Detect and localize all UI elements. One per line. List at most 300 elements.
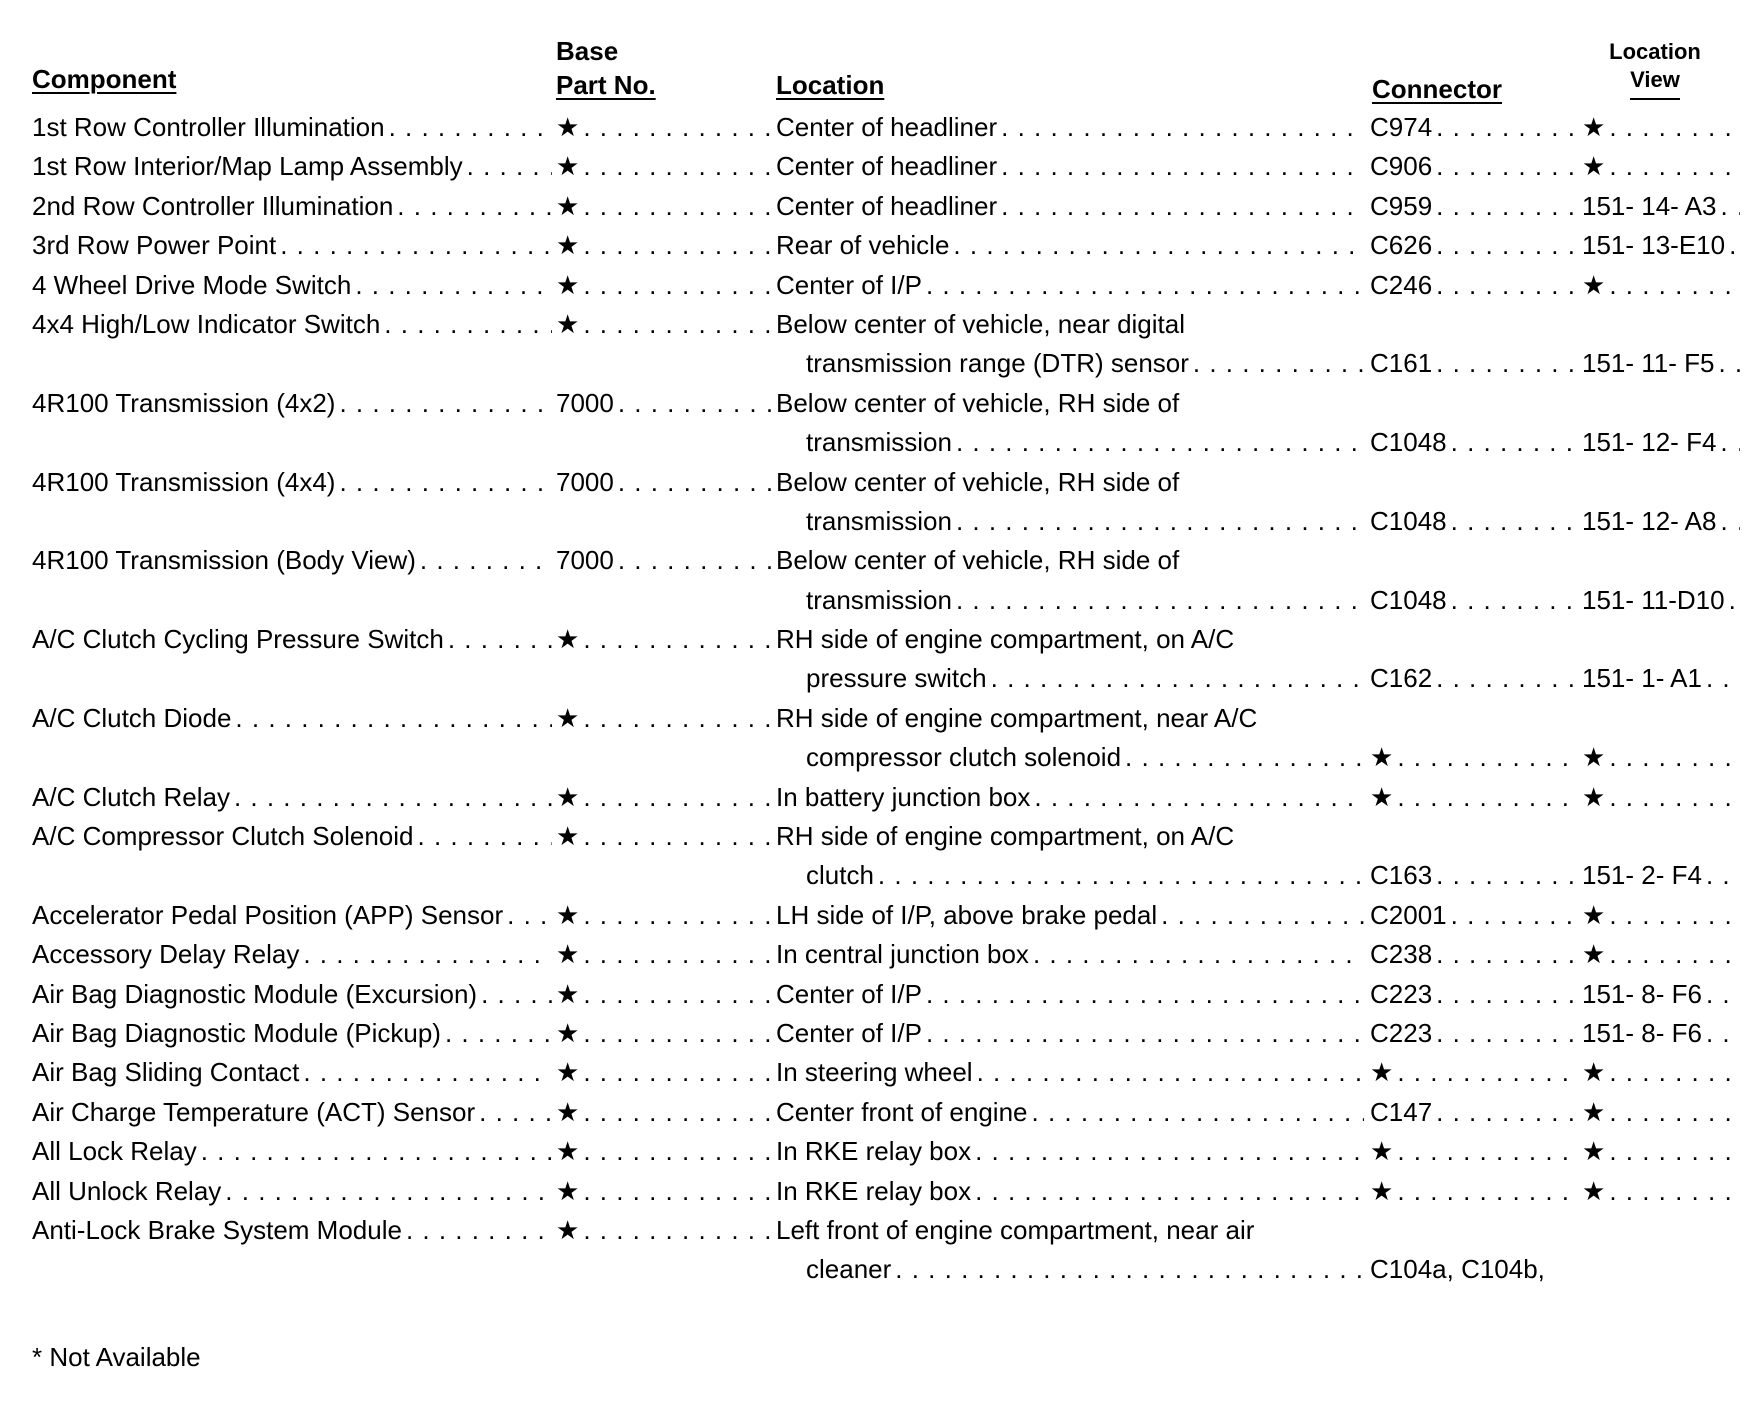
- base-part-number-cell: [556, 187, 776, 226]
- base-part-number-cell: [556, 108, 776, 147]
- base-part-number-cell: [556, 1014, 776, 1053]
- location-text-cell: [806, 502, 1368, 541]
- dot-leader: [303, 935, 552, 974]
- location-text: transmission: [806, 427, 952, 458]
- connector-id: C104a, C104b,: [1370, 1254, 1545, 1285]
- component-name: Air Bag Sliding Contact: [32, 1057, 300, 1088]
- location-text-cell: [776, 1014, 1368, 1053]
- location-text: In central junction box: [776, 939, 1029, 970]
- dot-leader: [1729, 581, 1740, 620]
- dot-leader: [1451, 423, 1576, 462]
- dot-leader: [507, 896, 552, 935]
- dot-leader: [977, 1053, 1364, 1092]
- location-text-cell: [806, 1250, 1368, 1289]
- location-view-cell: [1582, 896, 1744, 935]
- dot-leader: [1436, 856, 1576, 895]
- component-name: A/C Compressor Clutch Solenoid: [32, 821, 414, 852]
- component-name-cell: [32, 975, 556, 1014]
- dot-leader: [618, 384, 772, 423]
- component-name-cell: [32, 147, 556, 186]
- location-text: Rear of vehicle: [776, 230, 950, 261]
- dot-leader: [1609, 935, 1740, 974]
- dot-leader: [384, 305, 552, 344]
- component-name: A/C Clutch Relay: [32, 781, 230, 812]
- location-text: compressor clutch solenoid: [806, 742, 1122, 773]
- connector-id-cell: [1370, 975, 1580, 1014]
- component-name: Anti-Lock Brake System Module: [32, 1214, 402, 1245]
- header-component: [32, 62, 176, 96]
- location-view: ★: [1582, 151, 1606, 182]
- base-part-number-cell: [556, 305, 776, 344]
- location-text: RH side of engine compartment, on A/C: [776, 821, 1235, 852]
- location-view: ★: [1582, 112, 1606, 142]
- connector-id-cell: [1370, 423, 1580, 462]
- location-view-cell: [1582, 108, 1744, 147]
- base-part-number: ★: [556, 1096, 580, 1127]
- location-view-cell: [1582, 581, 1744, 620]
- dot-leader: [1706, 975, 1740, 1014]
- dot-leader: [926, 975, 1364, 1014]
- dot-leader: [1001, 187, 1364, 226]
- location-text: In battery junction box: [776, 781, 1031, 812]
- dot-leader: [926, 1014, 1364, 1053]
- table-row-continuation: [0, 738, 1744, 777]
- location-view: 151- 11-D10: [1582, 584, 1725, 615]
- base-part-number: ★: [556, 190, 580, 221]
- location-view-cell: [1582, 147, 1744, 186]
- location-text-cell: [776, 935, 1368, 974]
- base-part-number-cell: [556, 975, 776, 1014]
- dot-leader: [583, 699, 772, 738]
- component-name: 4R100 Transmission (4x4): [32, 466, 336, 497]
- dot-leader: [1001, 108, 1364, 147]
- location-text-cell: [776, 541, 1368, 580]
- dot-leader: [1609, 266, 1740, 305]
- component-name: Air Bag Diagnostic Module (Pickup): [32, 1017, 441, 1048]
- dot-leader: [1609, 778, 1740, 817]
- dot-leader: [355, 266, 552, 305]
- connector-id-cell: [1370, 1014, 1580, 1053]
- base-part-number-cell: [556, 896, 776, 935]
- connector-id: C223: [1370, 1017, 1433, 1048]
- location-view-cell: [1582, 1132, 1744, 1171]
- component-name: A/C Clutch Diode: [32, 702, 232, 733]
- dot-leader: [878, 856, 1364, 895]
- location-view: ★: [1582, 1057, 1606, 1088]
- table-row: [0, 1093, 1744, 1132]
- header-connector-label: Connector: [1372, 74, 1502, 104]
- header-base-part: [556, 34, 656, 102]
- location-text-cell: [776, 187, 1368, 226]
- dot-leader: [339, 463, 552, 502]
- dot-leader: [1436, 226, 1576, 265]
- dot-leader: [1436, 108, 1576, 147]
- dot-leader: [618, 541, 772, 580]
- dot-leader: [583, 778, 772, 817]
- location-text: RH side of engine compartment, on A/C: [776, 624, 1235, 655]
- dot-leader: [956, 423, 1364, 462]
- connector-id-cell: [1370, 1172, 1580, 1211]
- dot-leader: [1609, 1093, 1740, 1132]
- location-text-cell: [806, 344, 1368, 383]
- location-text-cell: [776, 1211, 1368, 1250]
- base-part-number-cell: [556, 147, 776, 186]
- dot-leader: [418, 817, 553, 856]
- connector-id-cell: [1370, 581, 1580, 620]
- connector-id: C959: [1370, 190, 1433, 221]
- component-name: 4x4 High/Low Indicator Switch: [32, 308, 381, 339]
- table-row: [0, 305, 1744, 344]
- component-name-cell: [32, 541, 556, 580]
- dot-leader: [1720, 502, 1740, 541]
- location-text-cell: [776, 817, 1368, 856]
- table-row-continuation: [0, 502, 1744, 541]
- dot-leader: [235, 699, 552, 738]
- base-part-number-cell: [556, 1132, 776, 1171]
- connector-id-cell: [1370, 108, 1580, 147]
- location-view: ★: [1582, 742, 1606, 773]
- connector-id-cell: [1370, 1132, 1580, 1171]
- base-part-number-cell: [556, 1172, 776, 1211]
- component-name-cell: [32, 1093, 556, 1132]
- base-part-number-cell: [556, 226, 776, 265]
- table-row: [0, 266, 1744, 305]
- connector-id-cell: [1370, 856, 1580, 895]
- table-row: [0, 817, 1744, 856]
- dot-leader: [280, 226, 552, 265]
- dot-leader: [1397, 1132, 1576, 1171]
- dot-leader: [956, 502, 1364, 541]
- table-row: [0, 1172, 1744, 1211]
- base-part-number: ★: [556, 1017, 580, 1048]
- connector-id: ★: [1370, 1057, 1394, 1088]
- dot-leader: [445, 1014, 552, 1053]
- connector-id: ★: [1370, 1175, 1394, 1206]
- dot-leader: [583, 1172, 772, 1211]
- dot-leader: [397, 187, 552, 226]
- dot-leader: [583, 896, 772, 935]
- dot-leader: [1397, 738, 1576, 777]
- table-row-continuation: [0, 344, 1744, 383]
- location-view: ★: [1582, 1096, 1606, 1127]
- base-part-number: ★: [556, 1175, 580, 1206]
- dot-leader: [1451, 896, 1576, 935]
- component-table: [0, 108, 1744, 1290]
- dot-leader: [234, 778, 552, 817]
- location-view: ★: [1582, 1175, 1606, 1206]
- location-text-cell: [806, 856, 1368, 895]
- connector-id-cell: [1370, 896, 1580, 935]
- location-text: Center of I/P: [776, 1017, 922, 1048]
- connector-id-cell: [1370, 344, 1580, 383]
- connector-id: C163: [1370, 860, 1433, 891]
- dot-leader: [583, 305, 772, 344]
- dot-leader: [225, 1172, 552, 1211]
- base-part-number-cell: [556, 620, 776, 659]
- table-row: [0, 108, 1744, 147]
- location-text: Center of headliner: [776, 151, 998, 182]
- connector-id: C1048: [1370, 505, 1447, 536]
- connector-id-cell: [1370, 187, 1580, 226]
- location-view: 151- 14- A3: [1582, 190, 1717, 221]
- dot-leader: [1729, 226, 1740, 265]
- dot-leader: [583, 187, 772, 226]
- table-row: [0, 935, 1744, 974]
- connector-id-cell: [1370, 738, 1580, 777]
- location-text: RH side of engine compartment, near A/C: [776, 702, 1258, 733]
- location-text-cell: [776, 620, 1368, 659]
- connector-id-cell: [1370, 1093, 1580, 1132]
- location-view: 151- 13-E10: [1582, 230, 1726, 261]
- dot-leader: [1609, 1132, 1740, 1171]
- base-part-number: ★: [556, 978, 580, 1009]
- header-base-line2: Part No.: [556, 70, 656, 100]
- dot-leader: [1397, 1172, 1576, 1211]
- table-row: [0, 187, 1744, 226]
- location-view: 151- 2- F4: [1582, 860, 1702, 891]
- table-row: [0, 975, 1744, 1014]
- dot-leader: [1706, 856, 1740, 895]
- location-text: In steering wheel: [776, 1057, 973, 1088]
- base-part-number: ★: [556, 781, 580, 812]
- dot-leader: [953, 226, 1364, 265]
- location-text: Below center of vehicle, RH side of: [776, 387, 1180, 418]
- location-view-cell: [1582, 856, 1744, 895]
- base-part-number: ★: [556, 1214, 580, 1245]
- table-row: [0, 463, 1744, 502]
- location-view: 151- 1- A1: [1582, 663, 1702, 694]
- location-text: transmission range (DTR) sensor: [806, 348, 1189, 379]
- dot-leader: [991, 659, 1364, 698]
- location-view: ★: [1582, 939, 1606, 970]
- dot-leader: [583, 1132, 772, 1171]
- location-text: In RKE relay box: [776, 1175, 972, 1206]
- location-text: In RKE relay box: [776, 1136, 972, 1167]
- dot-leader: [1436, 187, 1576, 226]
- connector-id-cell: [1370, 1053, 1580, 1092]
- location-text-cell: [776, 266, 1368, 305]
- connector-id: C238: [1370, 939, 1433, 970]
- component-name-cell: [32, 896, 556, 935]
- dot-leader: [1609, 1053, 1740, 1092]
- component-name: All Lock Relay: [32, 1136, 197, 1167]
- location-text: transmission: [806, 584, 952, 615]
- base-part-number: ★: [556, 1136, 580, 1167]
- table-row: [0, 226, 1744, 265]
- base-part-number-cell: [556, 463, 776, 502]
- component-name-cell: [32, 1053, 556, 1092]
- location-view: ★: [1582, 1136, 1606, 1167]
- location-text-cell: [806, 581, 1368, 620]
- dot-leader: [1436, 1014, 1576, 1053]
- dot-leader: [420, 541, 552, 580]
- connector-id: C246: [1370, 269, 1433, 300]
- location-view: ★: [1582, 269, 1606, 300]
- location-text: Center of headliner: [776, 112, 998, 142]
- component-name: 1st Row Controller Illumination: [32, 112, 385, 142]
- connector-id: C223: [1370, 978, 1433, 1009]
- base-part-number: ★: [556, 230, 580, 261]
- connector-id: C1048: [1370, 584, 1447, 615]
- base-part-number: ★: [556, 899, 580, 930]
- header-view-line1: Location: [1609, 39, 1701, 64]
- dot-leader: [1706, 1014, 1740, 1053]
- location-text: Left front of engine compartment, near air: [776, 1214, 1255, 1245]
- location-text-cell: [776, 108, 1368, 147]
- dot-leader: [201, 1132, 552, 1171]
- location-text-cell: [806, 423, 1368, 462]
- dot-leader: [975, 1132, 1364, 1171]
- location-text-cell: [776, 778, 1368, 817]
- header-base-line1: Base: [556, 36, 619, 66]
- header-view-line2: View: [1630, 66, 1680, 100]
- table-row: [0, 699, 1744, 738]
- location-text: Center of headliner: [776, 190, 998, 221]
- location-view-cell: [1582, 738, 1744, 777]
- location-text-cell: [776, 1172, 1368, 1211]
- connector-id-cell: [1370, 502, 1580, 541]
- connector-id-cell: [1370, 659, 1580, 698]
- base-part-number-cell: [556, 1211, 776, 1250]
- location-view-cell: [1582, 935, 1744, 974]
- dot-leader: [583, 817, 772, 856]
- location-view: 151- 8- F6: [1582, 1017, 1702, 1048]
- dot-leader: [1436, 344, 1576, 383]
- dot-leader: [1161, 896, 1364, 935]
- dot-leader: [1609, 108, 1740, 147]
- location-view: 151- 12- F4: [1582, 427, 1717, 458]
- base-part-number: 7000: [556, 387, 614, 418]
- dot-leader: [1034, 778, 1364, 817]
- dot-leader: [339, 384, 552, 423]
- dot-leader: [303, 1053, 552, 1092]
- dot-leader: [583, 620, 772, 659]
- dot-leader: [618, 463, 772, 502]
- table-row-continuation: [0, 423, 1744, 462]
- dot-leader: [1397, 778, 1576, 817]
- base-part-number: ★: [556, 821, 580, 852]
- component-name-cell: [32, 226, 556, 265]
- dot-leader: [1718, 344, 1740, 383]
- dot-leader: [583, 108, 772, 147]
- location-view-cell: [1582, 1172, 1744, 1211]
- connector-id: C162: [1370, 663, 1433, 694]
- location-text-cell: [806, 659, 1368, 698]
- dot-leader: [1436, 147, 1576, 186]
- location-text-cell: [776, 1093, 1368, 1132]
- location-text-cell: [776, 147, 1368, 186]
- connector-id: ★: [1370, 742, 1394, 773]
- location-text: Center of I/P: [776, 269, 922, 300]
- component-name-cell: [32, 463, 556, 502]
- location-text-cell: [776, 975, 1368, 1014]
- base-part-number: ★: [556, 624, 580, 655]
- dot-leader: [975, 1172, 1364, 1211]
- location-view: ★: [1582, 781, 1606, 812]
- component-name-cell: [32, 1211, 556, 1250]
- table-row: [0, 1132, 1744, 1171]
- base-part-number: ★: [556, 112, 580, 142]
- location-text-cell: [776, 384, 1368, 423]
- connector-id-cell: [1370, 226, 1580, 265]
- base-part-number-cell: [556, 384, 776, 423]
- base-part-number-cell: [556, 935, 776, 974]
- table-row: [0, 778, 1744, 817]
- dot-leader: [1609, 738, 1740, 777]
- location-view: 151- 11- F5: [1582, 348, 1715, 379]
- dot-leader: [1001, 147, 1364, 186]
- location-view-cell: [1582, 1053, 1744, 1092]
- table-row-continuation: [0, 1250, 1744, 1289]
- location-view: 151- 12- A8: [1582, 505, 1717, 536]
- component-name-cell: [32, 1132, 556, 1171]
- component-name: 3rd Row Power Point: [32, 230, 277, 261]
- location-view-cell: [1582, 423, 1744, 462]
- location-view-cell: [1582, 659, 1744, 698]
- header-location: [776, 68, 884, 102]
- dot-leader: [583, 1053, 772, 1092]
- connector-id: C161: [1370, 348, 1433, 379]
- dot-leader: [1033, 935, 1364, 974]
- location-text-cell: [776, 226, 1368, 265]
- component-name-cell: [32, 384, 556, 423]
- dot-leader: [1609, 896, 1740, 935]
- location-text: Center of I/P: [776, 978, 922, 1009]
- table-row: [0, 147, 1744, 186]
- base-part-number-cell: [556, 699, 776, 738]
- dot-leader: [583, 975, 772, 1014]
- component-name-cell: [32, 305, 556, 344]
- dot-leader: [1032, 1093, 1365, 1132]
- location-text-cell: [806, 738, 1368, 777]
- connector-id-cell: [1370, 935, 1580, 974]
- header-location-label: Location: [776, 70, 885, 100]
- dot-leader: [1451, 581, 1576, 620]
- base-part-number: 7000: [556, 466, 614, 497]
- connector-id-cell: [1370, 1250, 1580, 1289]
- table-row: [0, 541, 1744, 580]
- component-name-cell: [32, 266, 556, 305]
- location-view-cell: [1582, 266, 1744, 305]
- component-name: 4 Wheel Drive Mode Switch: [32, 269, 352, 300]
- dot-leader: [1436, 935, 1576, 974]
- dot-leader: [583, 1093, 772, 1132]
- component-name-cell: [32, 817, 556, 856]
- component-name: Air Bag Diagnostic Module (Excursion): [32, 978, 478, 1009]
- component-name: A/C Clutch Cycling Pressure Switch: [32, 624, 444, 655]
- connector-id: C974: [1370, 112, 1433, 142]
- dot-leader: [583, 935, 772, 974]
- base-part-number-cell: [556, 778, 776, 817]
- component-name: 4R100 Transmission (4x2): [32, 387, 336, 418]
- table-row: [0, 384, 1744, 423]
- location-text: Center front of engine: [776, 1096, 1028, 1127]
- dot-leader: [1436, 266, 1576, 305]
- location-view-cell: [1582, 344, 1744, 383]
- location-view-cell: [1582, 778, 1744, 817]
- connector-id-cell: [1370, 147, 1580, 186]
- base-part-number: ★: [556, 702, 580, 733]
- connector-id-cell: [1370, 778, 1580, 817]
- location-text-cell: [776, 1132, 1368, 1171]
- location-text-cell: [776, 305, 1368, 344]
- base-part-number-cell: [556, 817, 776, 856]
- base-part-number: ★: [556, 308, 580, 339]
- connector-id: C2001: [1370, 899, 1447, 930]
- table-row-continuation: [0, 581, 1744, 620]
- dot-leader: [1609, 1172, 1740, 1211]
- location-text-cell: [776, 463, 1368, 502]
